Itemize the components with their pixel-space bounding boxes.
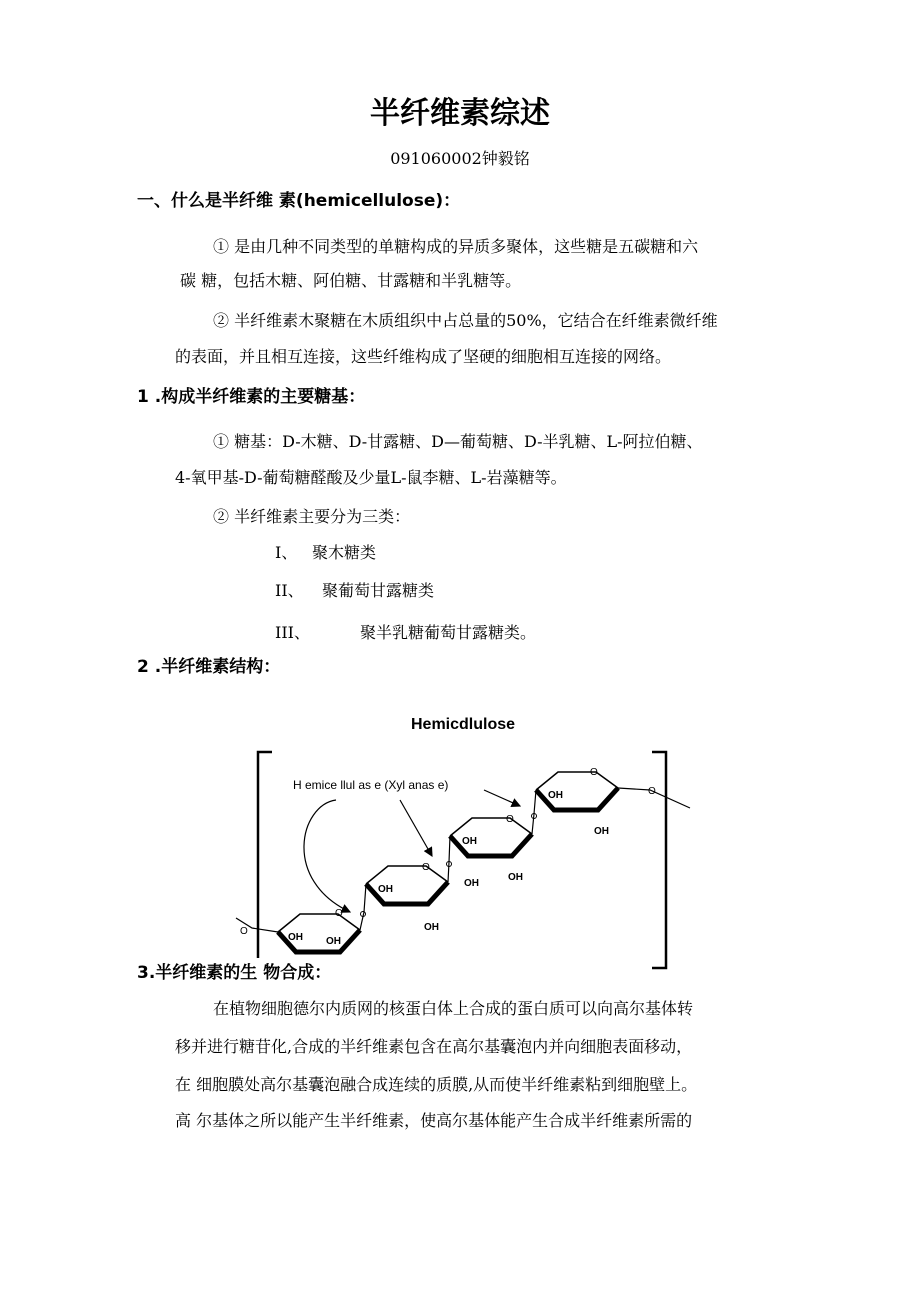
class-number: III、 [275, 623, 310, 642]
hydroxyl-label: OH [424, 922, 439, 933]
paragraph-line: ① 糖基：D-木糖、D-甘露糖、D—葡萄糖、D-半乳糖、L-阿拉伯糖、 [213, 432, 703, 451]
enzyme-arrow-straight [400, 800, 432, 856]
paragraph-line: ① 是由几种不同类型的单糖构成的异质多聚体，这些糖是五碳糖和六 [213, 237, 699, 256]
enzyme-arrow-curved [304, 800, 350, 912]
paragraph-line: 在 细胞膜处高尔基囊泡融合成连续的质膜,从而使半纤维素粘到细胞壁上。 [175, 1075, 698, 1094]
class-text: 聚葡萄甘露糖类 [322, 581, 435, 600]
class-number: II、 [275, 581, 304, 600]
hydroxyl-label: OH [594, 826, 609, 837]
sugar-ring-1 [278, 914, 360, 952]
paragraph-line: 在植物细胞德尔内质网的核蛋白体上合成的蛋白质可以向高尔基体转 [213, 999, 694, 1018]
section-heading-structure: 2 .半纤维素结构： [137, 657, 281, 677]
hydroxyl-label: OH [508, 872, 523, 883]
page-title: 半纤维素综述 [370, 96, 550, 131]
left-bracket [258, 752, 272, 968]
section-heading-sugars: 1 .构成半纤维素的主要糖基： [137, 387, 366, 407]
class-text: 聚木糖类 [312, 543, 377, 562]
paragraph-line: ② 半纤维素木聚糖在木质组织中占总量的50%，它结合在纤维素微纤维 [213, 311, 718, 330]
terminal-oxygen-label: O [648, 786, 656, 797]
paragraph-line: 的表面，并且相互连接，这些纤维构成了坚硬的细胞相互连接的网络。 [175, 347, 672, 366]
hydroxyl-label: OH [288, 932, 303, 943]
enzyme-arrow-right [484, 790, 520, 806]
class-number: I、 [275, 543, 298, 562]
figure-title: Hemicdlulose [410, 716, 516, 733]
hydroxyl-label: OH [464, 878, 479, 889]
ring-oxygen-label: O [335, 908, 343, 919]
sugar-ring-2 [366, 866, 448, 933]
ring-oxygen-label: O [506, 814, 514, 825]
paragraph-line: 高 尔基体之所以能产生半纤维素，使高尔基体能产生合成半纤维素所需的 [175, 1111, 693, 1130]
sugar-ring-4 [536, 772, 618, 837]
terminal-oxygen-label: O [240, 926, 248, 937]
hydroxyl-label: OH [462, 836, 477, 847]
hydroxyl-label: OH [378, 884, 393, 895]
class-text: 聚半乳糖葡萄甘露糖类。 [360, 623, 537, 642]
paragraph-line: 4-氧甲基-D-葡萄糖醛酸及少量L-鼠李糖、L-岩藻糖等。 [175, 468, 567, 487]
author-line: 091060002钟毅铭 [390, 149, 530, 168]
hydroxyl-label: OH [548, 790, 563, 801]
paragraph-line: 移并进行糖苷化,合成的半纤维素包含在高尔基囊泡内并向细胞表面移动， [175, 1037, 693, 1056]
section-heading-biosynthesis: 3.半纤维素的生 物合成： [137, 958, 331, 983]
hydroxyl-label: OH [326, 936, 341, 947]
right-bracket [652, 752, 666, 968]
ring-oxygen-label: O [590, 767, 598, 778]
figure-label: H emice llul as e (Xyl anas e) [293, 778, 449, 792]
paragraph-line: 碳 糖，包括木糖、阿伯糖、甘露糖和半乳糖等。 [180, 271, 522, 290]
sugar-ring-3 [450, 818, 532, 889]
ring-oxygen-label: O [422, 862, 430, 873]
paragraph-line: ② 半纤维素主要分为三类： [213, 507, 411, 526]
section-heading-what-is: 一、什么是半纤维 素(hemicellulose)： [137, 191, 461, 211]
